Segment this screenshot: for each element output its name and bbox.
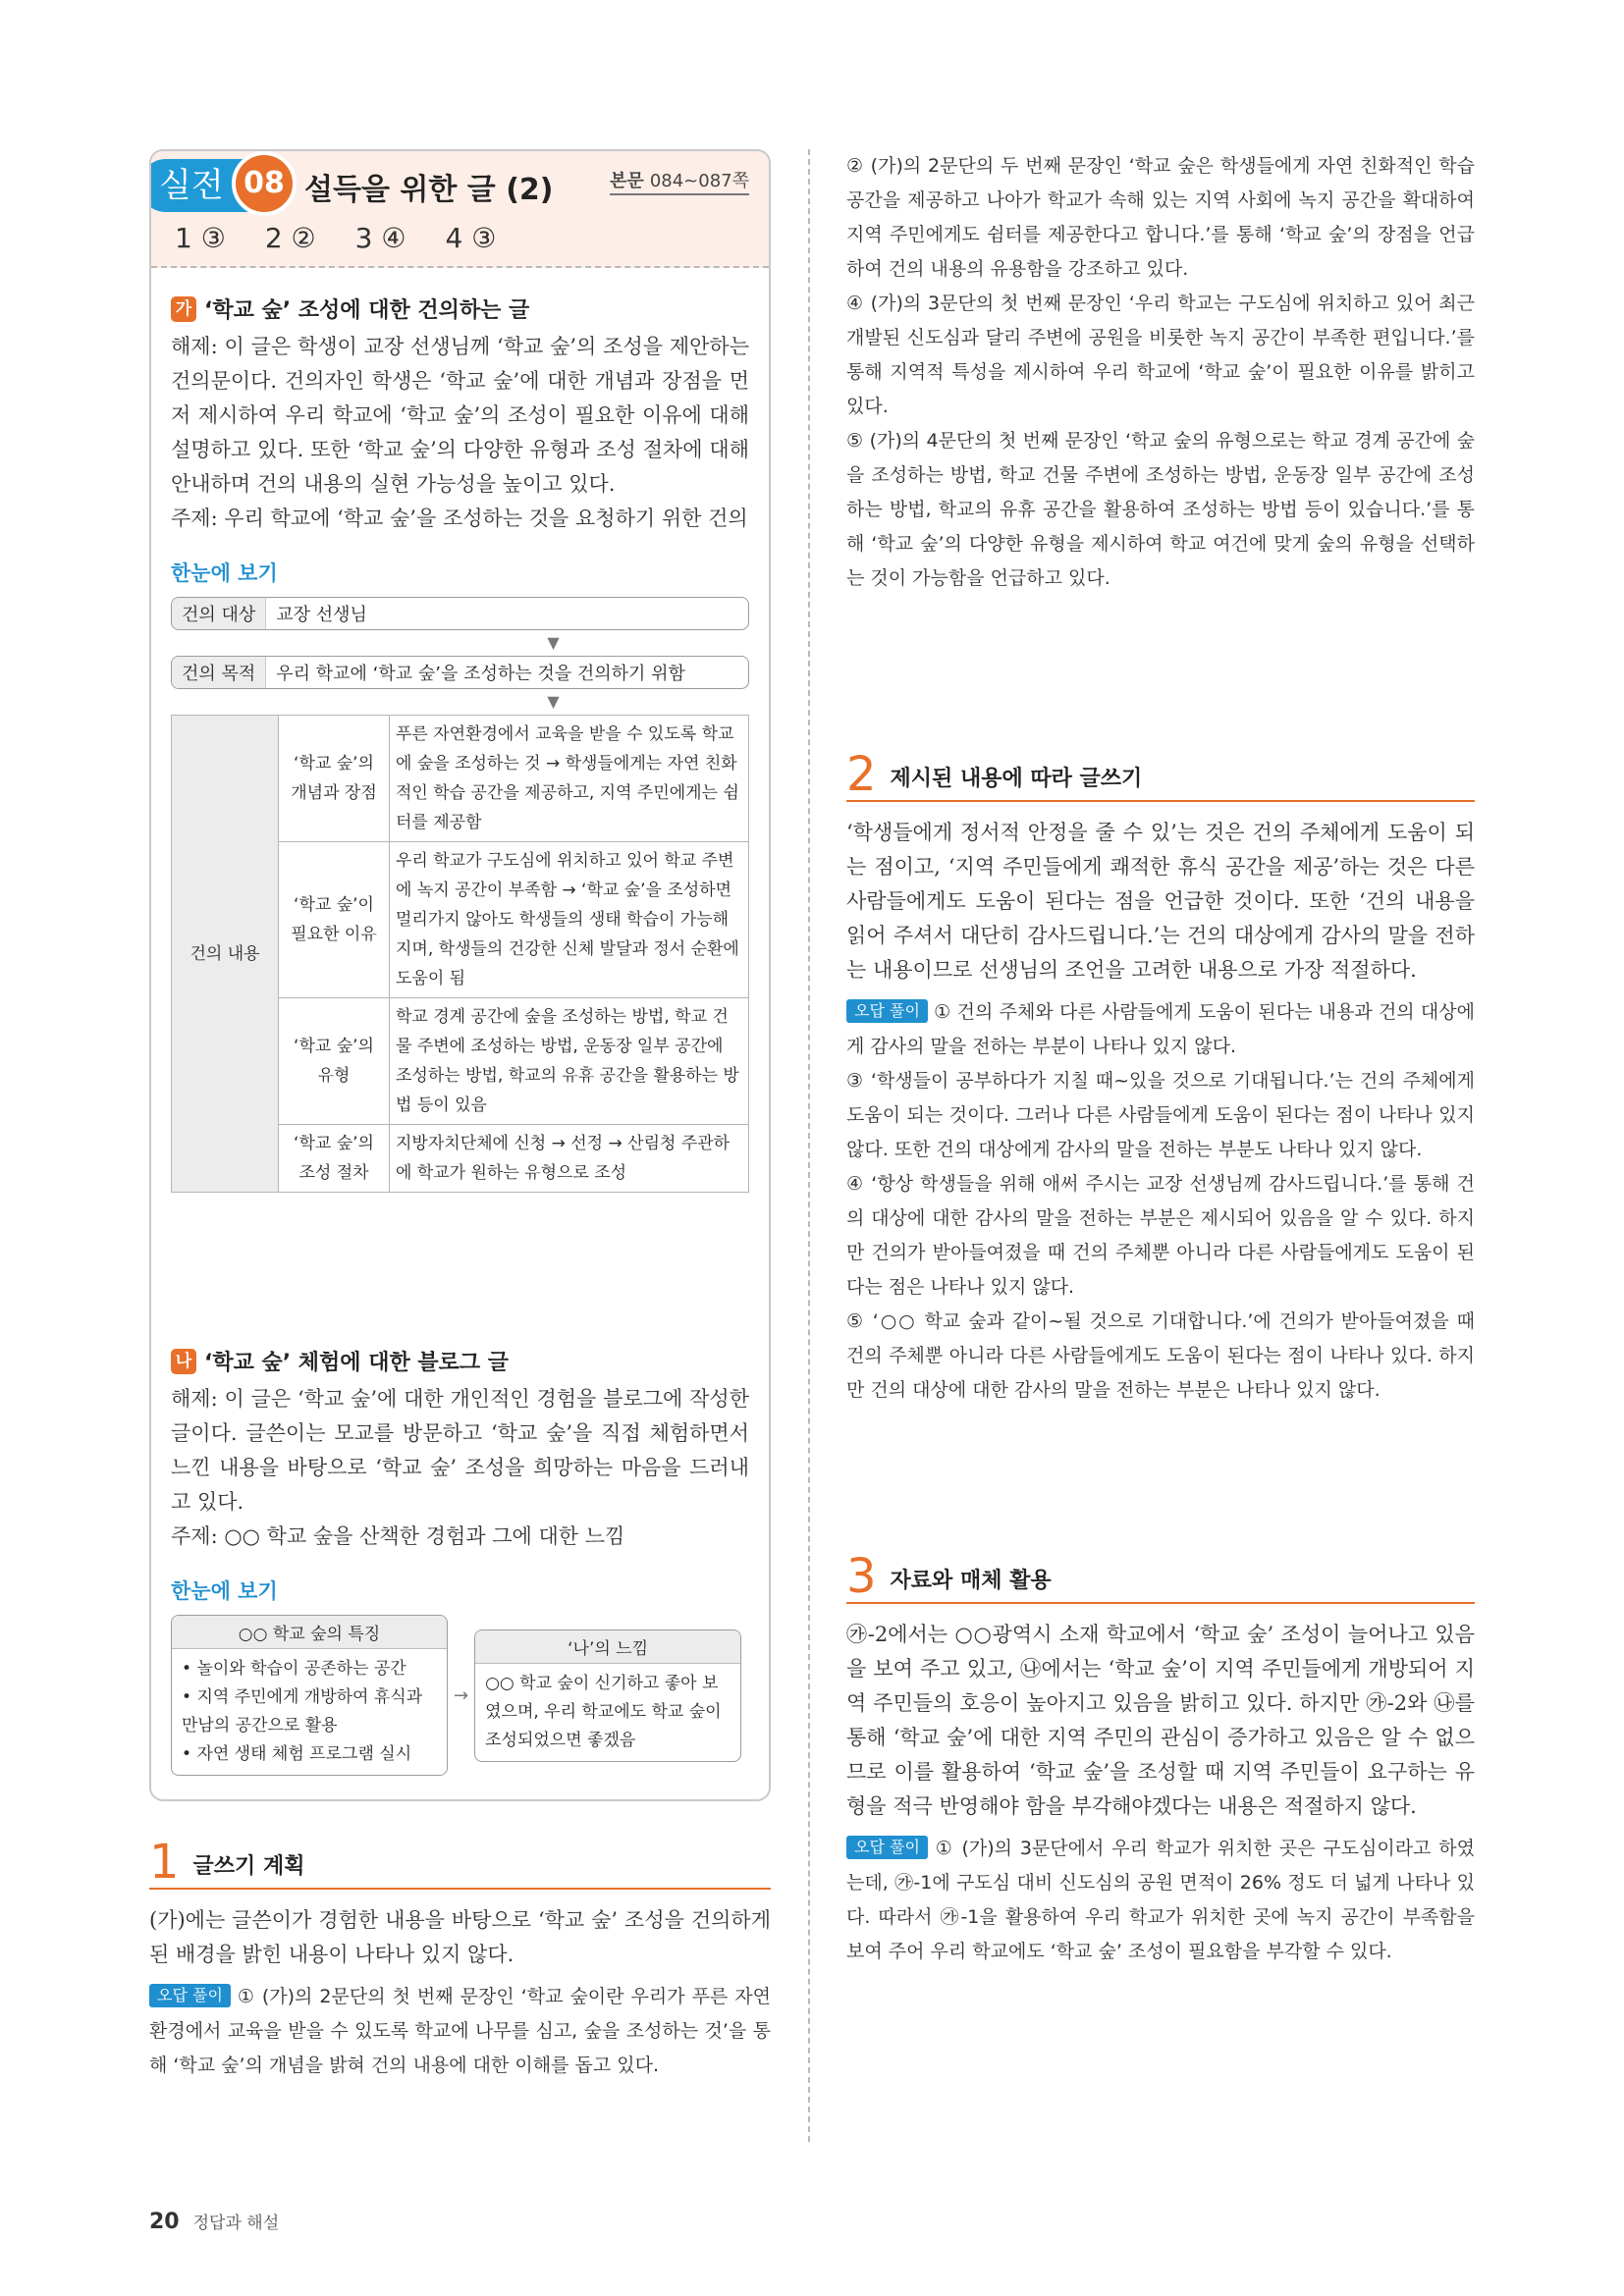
table-row: ‘학교 숲’의 유형 학교 경계 공간에 숲을 조성하는 방법, 학교 건물 주변에 조성하는 방법, 운동장 일부 공간에 조성하는 방법, 학교의 유휴 공간을 활용하는 방법 등이 있음: [172, 998, 749, 1125]
section-2-note-3: ③ ‘학생들이 공부하다가 지칠 때~있을 것으로 기대됩니다.’는 건의 주체에게 도움이 되는 것이다. 그러나 다른 사람들에게 도움이 된다는 점이 나타나 있지 않다. 또한 건의 대상에게 감사의 말을 전하는 부분도 나타나 있지 않다.: [846, 1070, 1475, 1160]
list-item: • 자연 생태 체험 프로그램 실시: [182, 1740, 437, 1769]
page-reference: 본문 084~087쪽: [610, 167, 749, 195]
section-1-body: (가)에는 글쓴이가 경험한 내용을 바탕으로 ‘학교 숲’ 조성을 건의하게 된 배경을 밝힌 내용이 나타나 있지 않다.: [149, 1908, 771, 1966]
tag-na: 나: [171, 1349, 196, 1374]
ga-overview-heading: 한눈에 보기: [171, 561, 278, 585]
content-table: [171, 715, 749, 1193]
section-1-note-4: ④ (가)의 3문단의 첫 번째 문장인 ‘우리 학교는 구도심에 위치하고 있어 최근 개발된 신도심과 달리 주변에 공원을 비롯한 녹지 공간이 부족한 편입니다.’를 통해 지역적 특성을 제시하여 우리 학교에 ‘학교 숲’이 필요한 이유를 밝히고 있다.: [846, 293, 1475, 417]
practice-number: 08: [232, 151, 297, 216]
target-row: 건의 대상 교장 선생님: [171, 597, 749, 630]
feature-box: ○○ 학교 숲의 특징 • 놀이와 학습이 공존하는 공간 • 지역 주민에게 개방하여 휴식과 만남의 공간으로 활용 • 자연 생태 체험 프로그램 실시: [171, 1615, 448, 1776]
section-ga-title: 가 ‘학교 숲’ 조성에 대한 건의하는 글: [171, 294, 749, 324]
section-number: 1: [149, 1835, 180, 1890]
footer-label: 정답과 해설: [192, 2214, 280, 2233]
wrong-answer-note: 오답 풀이 ① 건의 주체와 다른 사람들에게 도움이 된다는 내용과 건의 대상에게 감사의 말을 전하는 부분이 나타나 있지 않다.: [846, 1001, 1475, 1057]
feeling-box: ‘나’의 느낌 ○○ 학교 숲이 신기하고 좋아 보였으며, 우리 학교에도 학교 숲이 조성되었으면 좋겠음: [474, 1629, 741, 1762]
right-column: [846, 149, 1475, 1969]
page-number: 20: [149, 2210, 180, 2234]
section-na-title: 나 ‘학교 숲’ 체험에 대한 블로그 글: [171, 1346, 749, 1376]
column-divider: [808, 149, 810, 2142]
wrong-answer-badge: 오답 풀이: [149, 1984, 231, 2007]
left-column: [149, 149, 771, 2083]
section-title: 자료와 매체 활용: [890, 1569, 1052, 1593]
answer-item: 1 ③: [175, 222, 226, 254]
section-3-body: ㉮-2에서는 ○○광역시 소재 학교에서 ‘학교 숲’ 조성이 늘어나고 있음을 보여 주고 있고, ㉯에서는 ‘학교 숲’이 지역 주민들에게 개방되어 지역 주민들의 호응이 높아지고 있음을 밝히고 있다. 하지만 ㉮-2와 ㉯를 통해 ‘학교 숲’에 대한 지역 주민의 관심이 증가하고 있음은 알 수 없으므로 이를 활용하여 ‘학교 숲’을 조성할 때 지역 주민들이 요구하는 유형을 적극 반영해야 함을 부각해야겠다는 내용은 적절하지 않다.: [846, 1623, 1475, 1818]
section-title: 제시된 내용에 따라 글쓰기: [890, 767, 1143, 791]
down-arrow-icon: ▼: [547, 633, 560, 652]
wrong-answer-note: 오답 풀이 ① (가)의 3문단에서 우리 학교가 위치한 곳은 구도심이라고 하였는데, ㉮-1에 구도심 대비 신도심의 공원 면적이 26% 정도 더 넓게 나타나 있다. 따라서 ㉮-1을 활용하여 우리 학교가 위치한 곳에 녹지 공간이 부족함을 보여 주어 우리 학교에도 ‘학교 숲’ 조성이 필요함을 부각할 수 있다.: [846, 1838, 1475, 1962]
wrong-answer-note: 오답 풀이 ① (가)의 2문단의 첫 번째 문장인 ‘학교 숲이란 우리가 푸른 자연환경에서 교육을 받을 수 있도록 학교에 나무를 심고, 숲을 조성하는 것’을 통해 ‘학교 숲’의 개념을 밝혀 건의 내용에 대한 이해를 돕고 있다.: [149, 1986, 771, 2076]
right-arrow-icon: →: [454, 1684, 469, 1706]
wrong-answer-badge: 오답 풀이: [846, 1836, 928, 1859]
table-row: ‘학교 숲’의 조성 절차 지방자치단체에 신청 → 선정 → 산림청 주관하에 학교가 원하는 유형으로 조성: [172, 1125, 749, 1193]
answer-item: 4 ③: [445, 222, 497, 254]
section-1-note-5: ⑤ (가)의 4문단의 첫 번째 문장인 ‘학교 숲의 유형으로는 학교 경계 공간에 숲을 조성하는 방법, 학교 건물 주변에 조성하는 방법, 운동장 일부 공간에 조성하는 방법, 학교의 유휴 공간을 활용하여 조성하는 방법 등이 있습니다.’를 통해 ‘학교 숲’의 다양한 유형을 제시하여 학교 여건에 맞게 숲의 유형을 선택하는 것이 가능함을 언급하고 있다.: [846, 430, 1475, 589]
practice-header: [151, 151, 769, 268]
section-title: 글쓰기 계획: [192, 1854, 305, 1879]
list-item: • 놀이와 학습이 공존하는 공간: [182, 1655, 437, 1683]
down-arrow-icon: ▼: [547, 692, 560, 711]
practice-box: [149, 149, 771, 1801]
tag-ga: 가: [171, 296, 196, 322]
ga-summary: 해제: 이 글은 학생이 교장 선생님께 ‘학교 숲’의 조성을 제안하는 건의문이다. 건의자인 학생은 ‘학교 숲’에 대한 개념과 장점을 먼저 제시하여 우리 학교에 ‘학교 숲’의 조성이 필요한 이유에 대해 설명하고 있다. 또한 ‘학교 숲’의 다양한 유형과 조성 절차에 대해 안내하며 건의 내용의 실현 가능성을 높이고 있다.: [171, 335, 749, 496]
na-overview-heading: 한눈에 보기: [171, 1579, 278, 1603]
practice-body: [151, 268, 769, 1799]
practice-pill: 실전: [149, 159, 283, 212]
table-row: ‘학교 숲’이 필요한 이유 우리 학교가 구도심에 위치하고 있어 학교 주변에 녹지 공간이 부족함 → ‘학교 숲’을 조성하면 멀리가지 않아도 학생들의 생태 학습이 가능해지며, 학생들의 건강한 신체 발달과 정서 순환에 도움이 됨: [172, 842, 749, 998]
section-number: 3: [846, 1549, 877, 1604]
practice-title: 설득을 위한 글 (2): [304, 173, 554, 207]
section-3: [846, 1549, 1475, 1969]
section-2-body: ‘학생들에게 정서적 안정을 줄 수 있’는 것은 건의 주체에게 도움이 되는 점이고, ‘지역 주민들에게 쾌적한 휴식 공간을 제공’하는 것은 다른 사람들에게도 도움이 된다는 점을 언급한 것이다. 또한 ‘건의 내용을 읽어 주셔서 대단히 감사드립니다.’는 건의 대상에게 감사의 말을 전하는 내용이므로 선생님의 조언을 고려한 내용으로 가장 적절하다.: [846, 821, 1475, 982]
section-2: [846, 747, 1475, 1408]
list-item: • 지역 주민에게 개방하여 휴식과 만남의 공간으로 활용: [182, 1683, 437, 1740]
content-label: 건의 내용: [172, 716, 279, 1193]
section-1-note-2: ② (가)의 2문단의 두 번째 문장인 ‘학교 숲은 학생들에게 자연 친화적인 학습 공간을 제공하고 나아가 학교가 속해 있는 지역 사회에 녹지 공간을 확대하여 지역 주민에게도 쉼터를 제공한다고 합니다.’를 통해 ‘학교 숲’의 장점을 언급하여 건의 내용의 유용함을 강조하고 있다.: [846, 155, 1475, 280]
section-2-note-4: ④ ‘항상 학생들을 위해 애써 주시는 교장 선생님께 감사드립니다.’를 통해 건의 대상에 대한 감사의 말을 전하는 부분은 제시되어 있음을 알 수 있다. 하지만 건의가 받아들여졌을 때 건의 주체뿐 아니라 다른 사람들에게도 도움이 된다는 점은 나타나 있지 않다.: [846, 1173, 1475, 1298]
na-summary: 해제: 이 글은 ‘학교 숲’에 대한 개인적인 경험을 블로그에 작성한 글이다. 글쓴이는 모교를 방문하고 ‘학교 숲’을 직접 체험하면서 느낀 내용을 바탕으로 ‘학교 숲’ 조성을 희망하는 마음을 드러내고 있다.: [171, 1387, 749, 1514]
page-footer: [149, 2209, 279, 2234]
table-row: 건의 내용 ‘학교 숲’의 개념과 장점 푸른 자연환경에서 교육을 받을 수 있도록 학교에 숲을 조성하는 것 → 학생들에게는 자연 친화적인 학습 공간을 제공하고, 지역 주민에게는 쉼터를 제공함: [172, 716, 749, 842]
section-number: 2: [846, 747, 877, 802]
answer-item: 3 ④: [354, 222, 406, 254]
ga-theme: 주제: 우리 학교에 ‘학교 숲’을 조성하는 것을 요청하기 위한 건의: [171, 507, 748, 530]
na-overview: [171, 1615, 749, 1776]
wrong-answer-badge: 오답 풀이: [846, 999, 928, 1023]
section-1: [149, 1835, 771, 2083]
answer-item: 2 ②: [264, 222, 316, 254]
na-theme: 주제: ○○ 학교 숲을 산책한 경험과 그에 대한 느낌: [171, 1524, 625, 1548]
section-2-note-5: ⑤ ‘○○ 학교 숲과 같이~될 것으로 기대합니다.’에 건의가 받아들여졌을 때 건의 주체뿐 아니라 다른 사람들에게도 도움이 된다는 점이 나타나 있다. 하지만 건의 대상에 대한 감사의 말을 전하는 부분은 나타나 있지 않다.: [846, 1310, 1475, 1401]
purpose-row: 건의 목적 우리 학교에 ‘학교 숲’을 조성하는 것을 건의하기 위함: [171, 656, 749, 689]
